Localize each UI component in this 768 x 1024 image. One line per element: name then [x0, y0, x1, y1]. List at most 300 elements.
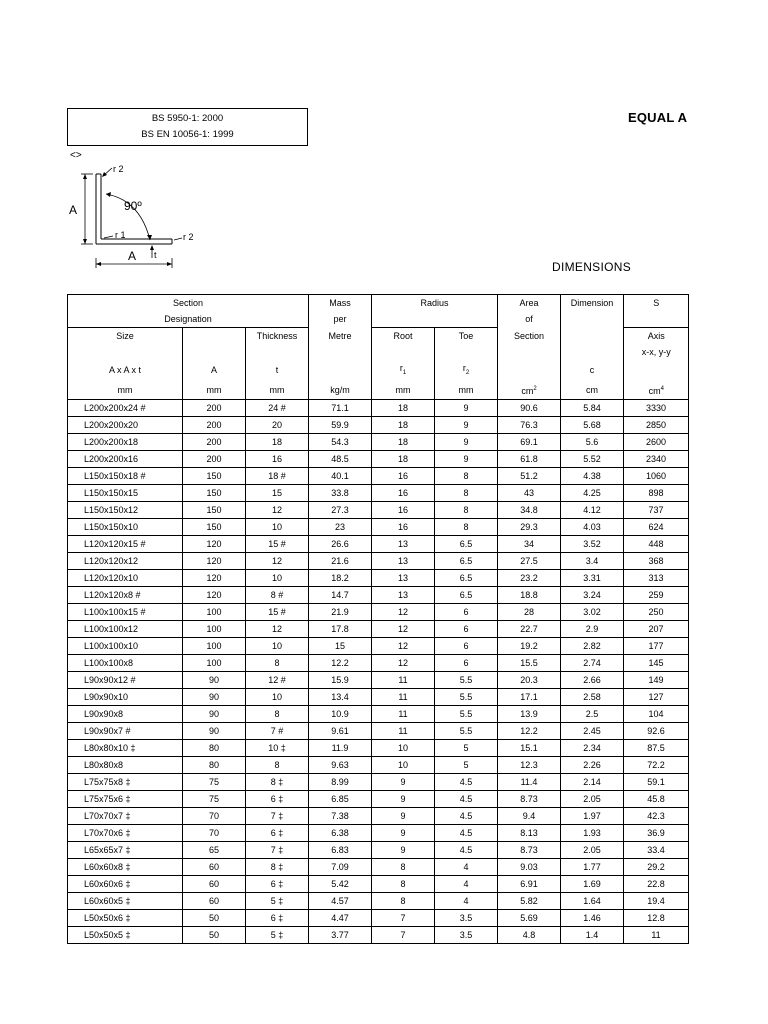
table-cell: 7.38 — [309, 807, 372, 824]
header-r1-symbol: r — [399, 363, 403, 373]
table-cell: 6.85 — [309, 790, 372, 807]
header-a-symbol: A — [183, 360, 246, 381]
unit-axis: cm — [648, 385, 661, 396]
table-cell: 71.1 — [309, 399, 372, 416]
table-cell: 7 ‡ — [246, 841, 309, 858]
cell-designation: L90x90x12 # — [68, 671, 183, 688]
table-cell: 10.9 — [309, 705, 372, 722]
continuation-mark: <> — [70, 150, 82, 161]
cell-designation: L200x200x20 — [68, 416, 183, 433]
table-cell: 200 — [183, 416, 246, 433]
table-cell: 33.8 — [309, 484, 372, 501]
table-cell: 2340 — [624, 450, 689, 467]
table-cell: 8 — [435, 467, 498, 484]
table-cell: 34 — [498, 535, 561, 552]
table-cell: 16 — [372, 501, 435, 518]
table-cell: 2.34 — [561, 739, 624, 756]
table-cell: 3.77 — [309, 926, 372, 943]
table-cell: 120 — [183, 586, 246, 603]
cell-designation: L65x65x7 ‡ — [68, 841, 183, 858]
table-cell: 12.2 — [309, 654, 372, 671]
table-cell: 5.6 — [561, 433, 624, 450]
table-cell: 7 # — [246, 722, 309, 739]
table-cell: 8 ‡ — [246, 858, 309, 875]
table-cell: 1.97 — [561, 807, 624, 824]
table-row — [68, 552, 689, 569]
table-cell: 2.05 — [561, 790, 624, 807]
table-cell: 2.66 — [561, 671, 624, 688]
table-row — [68, 518, 689, 535]
angle-section-diagram — [60, 160, 210, 275]
table-cell: 120 — [183, 535, 246, 552]
table-row — [68, 603, 689, 620]
table-cell: 12 — [372, 620, 435, 637]
table-cell: 2.74 — [561, 654, 624, 671]
table-cell: 4.5 — [435, 773, 498, 790]
table-cell: 50 — [183, 909, 246, 926]
table-cell: 8.99 — [309, 773, 372, 790]
header-metre: Metre — [309, 328, 372, 345]
table-cell: 60 — [183, 858, 246, 875]
table-cell: 5 ‡ — [246, 892, 309, 909]
cell-designation: L60x60x6 ‡ — [68, 875, 183, 892]
header-axis-sub: x-x, y-y — [624, 344, 689, 360]
table-cell: 4.5 — [435, 824, 498, 841]
table-cell: 29.3 — [498, 518, 561, 535]
table-cell: 2.5 — [561, 705, 624, 722]
table-cell: 200 — [183, 433, 246, 450]
table-cell: 20 — [246, 416, 309, 433]
header-radius: Radius — [372, 295, 498, 312]
table-cell: 16 — [372, 484, 435, 501]
r2-top-label: r 2 — [113, 164, 124, 174]
table-row — [68, 535, 689, 552]
table-cell: 6.5 — [435, 569, 498, 586]
table-cell: 259 — [624, 586, 689, 603]
header-section: Section — [68, 295, 309, 312]
angle-90-label: 90º — [124, 199, 142, 213]
table-cell: 8 ‡ — [246, 773, 309, 790]
table-cell: 3330 — [624, 399, 689, 416]
table-cell: 12 — [246, 620, 309, 637]
table-cell: 4.03 — [561, 518, 624, 535]
table-cell: 87.5 — [624, 739, 689, 756]
table-cell: 145 — [624, 654, 689, 671]
table-cell: 29.2 — [624, 858, 689, 875]
unit-size: mm — [68, 381, 183, 400]
dim-a-vertical-label: A — [69, 203, 78, 217]
table-cell: 4 — [435, 875, 498, 892]
table-cell: 9.03 — [498, 858, 561, 875]
table-cell: 207 — [624, 620, 689, 637]
table-cell: 5.5 — [435, 705, 498, 722]
table-cell: 2.14 — [561, 773, 624, 790]
table-cell: 8 — [372, 875, 435, 892]
table-row — [68, 433, 689, 450]
cell-designation: L200x200x24 # — [68, 399, 183, 416]
table-cell: 11 — [372, 688, 435, 705]
table-cell: 2.82 — [561, 637, 624, 654]
table-cell: 11.4 — [498, 773, 561, 790]
r2-toe-label: r 2 — [183, 232, 194, 242]
table-cell: 75 — [183, 773, 246, 790]
table-cell: 8 # — [246, 586, 309, 603]
table-cell: 61.8 — [498, 450, 561, 467]
cell-designation: L120x120x8 # — [68, 586, 183, 603]
table-cell: 8.73 — [498, 841, 561, 858]
table-cell: 5.84 — [561, 399, 624, 416]
table-cell: 26.6 — [309, 535, 372, 552]
header-c-symbol: c — [561, 360, 624, 381]
table-cell: 737 — [624, 501, 689, 518]
table-cell: 8 — [246, 654, 309, 671]
table-cell: 9 — [435, 399, 498, 416]
table-cell: 72.2 — [624, 756, 689, 773]
table-cell: 90.6 — [498, 399, 561, 416]
table-cell: 76.3 — [498, 416, 561, 433]
table-cell: 6.38 — [309, 824, 372, 841]
table-row — [68, 739, 689, 756]
cell-designation: L70x70x6 ‡ — [68, 824, 183, 841]
table-cell: 12 — [246, 552, 309, 569]
unit-area: cm — [521, 385, 534, 396]
table-cell: 54.3 — [309, 433, 372, 450]
table-cell: 13 — [372, 552, 435, 569]
dimensions-heading: DIMENSIONS — [552, 260, 632, 274]
table-cell: 6.5 — [435, 586, 498, 603]
table-cell: 15.1 — [498, 739, 561, 756]
table-cell: 1.46 — [561, 909, 624, 926]
table-cell: 20.3 — [498, 671, 561, 688]
table-cell: 3.31 — [561, 569, 624, 586]
table-row — [68, 773, 689, 790]
header-s-partial: S — [624, 295, 689, 312]
table-row — [68, 909, 689, 926]
cell-designation: L150x150x18 # — [68, 467, 183, 484]
unit-mass: kg/m — [309, 381, 372, 400]
table-cell: 12.3 — [498, 756, 561, 773]
table-cell: 23.2 — [498, 569, 561, 586]
table-cell: 15 — [246, 484, 309, 501]
table-cell: 200 — [183, 399, 246, 416]
table-cell: 313 — [624, 569, 689, 586]
table-cell: 11 — [372, 705, 435, 722]
table-cell: 2600 — [624, 433, 689, 450]
table-row — [68, 807, 689, 824]
cell-designation: L120x120x10 — [68, 569, 183, 586]
table-cell: 23 — [309, 518, 372, 535]
table-cell: 2.45 — [561, 722, 624, 739]
table-cell: 3.5 — [435, 926, 498, 943]
table-cell: 19.4 — [624, 892, 689, 909]
table-cell: 90 — [183, 671, 246, 688]
table-cell: 16 — [246, 450, 309, 467]
table-cell: 127 — [624, 688, 689, 705]
table-cell: 6 — [435, 620, 498, 637]
header-area: Area — [498, 295, 561, 312]
t-label: t — [154, 250, 157, 260]
standard-bs5950: BS 5950-1: 2000 — [151, 113, 224, 124]
table-cell: 3.5 — [435, 909, 498, 926]
table-cell: 18.8 — [498, 586, 561, 603]
table-cell: 12 # — [246, 671, 309, 688]
cell-designation: L120x120x15 # — [68, 535, 183, 552]
table-cell: 8 — [372, 892, 435, 909]
table-cell: 1.64 — [561, 892, 624, 909]
table-cell: 150 — [183, 518, 246, 535]
dim-a-horizontal-label: A — [128, 249, 137, 263]
cell-designation: L120x120x12 — [68, 552, 183, 569]
table-cell: 15 — [309, 637, 372, 654]
table-cell: 2.05 — [561, 841, 624, 858]
header-r2-symbol: r — [462, 363, 466, 373]
table-cell: 80 — [183, 739, 246, 756]
table-cell: 9 — [435, 450, 498, 467]
table-cell: 27.3 — [309, 501, 372, 518]
table-cell: 898 — [624, 484, 689, 501]
table-cell: 5 — [435, 756, 498, 773]
table-cell: 8 — [246, 705, 309, 722]
table-cell: 4.25 — [561, 484, 624, 501]
table-cell: 6 ‡ — [246, 875, 309, 892]
table-cell: 12 — [372, 654, 435, 671]
table-row — [68, 841, 689, 858]
table-cell: 9 — [372, 824, 435, 841]
table-body — [68, 399, 689, 943]
table-cell: 27.5 — [498, 552, 561, 569]
section-properties-table: Section Mass Radius Area Dimension S Designation per of Size Thickness Metre Root Toe Section Axis x-x, y-y A x A x t A t $r_1$ $r_2$ c mm mm mm kg/m mm mm $cm^2$ cm $cm^4$ L200x200x24 # 200 24 # 71.1 18 9 90.6 5.84 3330 L200x200x20 200 20 59.9 18 9 76.3 5.68 2850 L200x200x18 200 18 54.3 18 9 69.1 5.6 2600 L200x200x16 200 16 48.5 18 9 61.8 5.52 2340 L150x150x18 # 150 18 # 40.1 16 8 51.2 4.38 1060 L150x150x15 150 15 33.8 16 8 43 4.25 898 L150x150x12 150 12 27.3 16 8 34.8 4.12 737 L150x150x10 150 10 23 16 8 29.3 4.03 624 L120x120x15 # 120 15 # 26.6 13 6.5 34 3.52 448 L120x120x12 120 12 21.6 13 6.5 27.5 3.4 368 L120x120x10 120 10 18.2 13 6.5 23.2 3.31 313 L120x120x8 # 120 8 # 14.7 13 6.5 18.8 3.24 259 L100x100x15 # 100 15 # 21.9 12 6 28 3.02 250 L100x100x12 100 12 17.8 12 6 22.7 2.9 207 L100x100x10 100 10 15 12 6 19.2 2.82 177 L100x100x8 100 8 12.2 12 6 15.5 2.74 145 L90x90x12 # 90 12 # 15.9 11 5.5 20.3 2.66 149 L90x90x10 90 10 13.4 11 5.5 17.1 2.58 127 L90x90x8 90 8 10.9 11 5.5 13.9 2.5 104 L90x90x7 # 90 7 # 9.61 11 5.5 12.2 2.45 92.6 L80x80x10 ‡ 80 10 ‡ 11.9 10 5 15.1 2.34 87.5 L80x80x8 80 8 9.63 10 5 12.3 2.26 72.2 L75x75x8 ‡ 75 8 ‡ 8.99 9 4.5 11.4 2.14 59.1 L75x75x6 ‡ 75 6 ‡ 6.85 9 4.5 8.73 2.05 45.8 L70x70x7 ‡ 70 7 ‡ 7.38 9 4.5 9.4 1.97 42.3 L70x70x6 ‡ 70 6 ‡ 6.38 9 4.5 8.13 1.93 36.9 L65x65x7 ‡ 65 7 ‡ 6.83 9 4.5 8.73 2.05 33.4 L60x60x8 ‡ 60 8 ‡ 7.09 8 4 9.03 1.77 29.2 L60x60x6 ‡ 60 6 ‡ 5.42 8 4 6.91 1.69 22.8 L60x60x5 ‡ 60 5 ‡ 4.57 8 4 5.82 1.64 19.4 L50x50x6 ‡ 50 6 ‡ 4.47 7 3.5 5.69 1.46 12.8 L50x50x5 ‡ 50 5 ‡ 3.77 7 3.5 4.8 1.4 11 — [67, 294, 689, 944]
table-row — [68, 586, 689, 603]
table-cell: 12.2 — [498, 722, 561, 739]
table-cell: 5 ‡ — [246, 926, 309, 943]
table-cell: 21.9 — [309, 603, 372, 620]
table-cell: 8 — [435, 501, 498, 518]
cell-designation: L100x100x12 — [68, 620, 183, 637]
table-cell: 10 ‡ — [246, 739, 309, 756]
table-row — [68, 688, 689, 705]
table-cell: 2850 — [624, 416, 689, 433]
table-cell: 14.7 — [309, 586, 372, 603]
table-cell: 9 — [435, 416, 498, 433]
table-cell: 60 — [183, 892, 246, 909]
table-cell: 70 — [183, 807, 246, 824]
table-cell: 9.61 — [309, 722, 372, 739]
table-row — [68, 450, 689, 467]
unit-c: cm — [561, 381, 624, 400]
table-cell: 8.13 — [498, 824, 561, 841]
table-cell: 624 — [624, 518, 689, 535]
table-cell: 45.8 — [624, 790, 689, 807]
table-cell: 150 — [183, 501, 246, 518]
cell-designation: L60x60x8 ‡ — [68, 858, 183, 875]
standards-box — [67, 108, 308, 146]
table-cell: 250 — [624, 603, 689, 620]
header-t-symbol: t — [246, 360, 309, 381]
table-cell: 3.52 — [561, 535, 624, 552]
table-cell: 17.1 — [498, 688, 561, 705]
table-cell: 5.69 — [498, 909, 561, 926]
table-cell: 177 — [624, 637, 689, 654]
table-row — [68, 467, 689, 484]
table-cell: 4.5 — [435, 790, 498, 807]
header-of: of — [498, 311, 561, 328]
unit-toe: mm — [435, 381, 498, 400]
header-designation: Designation — [68, 311, 309, 328]
table-cell: 8 — [372, 858, 435, 875]
table-cell: 104 — [624, 705, 689, 722]
table-cell: 36.9 — [624, 824, 689, 841]
table-cell: 5.52 — [561, 450, 624, 467]
table-cell: 59.1 — [624, 773, 689, 790]
table-cell: 19.2 — [498, 637, 561, 654]
page-title: EQUAL A — [628, 110, 688, 125]
table-row — [68, 399, 689, 416]
table-cell: 4.5 — [435, 807, 498, 824]
table-cell: 8 — [246, 756, 309, 773]
table-cell: 368 — [624, 552, 689, 569]
table-cell: 8 — [435, 518, 498, 535]
table-cell: 1060 — [624, 467, 689, 484]
table-cell: 6 ‡ — [246, 824, 309, 841]
table-cell: 7 ‡ — [246, 807, 309, 824]
unit-t: mm — [246, 381, 309, 400]
table-cell: 100 — [183, 637, 246, 654]
cell-designation: L90x90x8 — [68, 705, 183, 722]
table-cell: 5 — [435, 739, 498, 756]
cell-designation: L150x150x15 — [68, 484, 183, 501]
table-cell: 6 — [435, 637, 498, 654]
table-cell: 16 — [372, 467, 435, 484]
table-cell: 5.68 — [561, 416, 624, 433]
table-row — [68, 705, 689, 722]
table-cell: 3.24 — [561, 586, 624, 603]
table-cell: 448 — [624, 535, 689, 552]
table-cell: 59.9 — [309, 416, 372, 433]
table-cell: 4.12 — [561, 501, 624, 518]
header-root: Root — [372, 328, 435, 345]
table-row — [68, 620, 689, 637]
table-cell: 51.2 — [498, 467, 561, 484]
header-axat: A x A x t — [68, 360, 183, 381]
table-right-edge — [688, 294, 689, 919]
cell-designation: L80x80x8 — [68, 756, 183, 773]
table-cell: 10 — [246, 569, 309, 586]
table-cell: 6.5 — [435, 535, 498, 552]
table-cell: 18 # — [246, 467, 309, 484]
table-cell: 4.38 — [561, 467, 624, 484]
table-cell: 100 — [183, 654, 246, 671]
table-cell: 1.4 — [561, 926, 624, 943]
table-cell: 24 # — [246, 399, 309, 416]
table-cell: 7 — [372, 909, 435, 926]
table-row — [68, 484, 689, 501]
table-cell: 15 # — [246, 603, 309, 620]
r1-label: r 1 — [115, 230, 126, 240]
cell-designation: L70x70x7 ‡ — [68, 807, 183, 824]
table-cell: 2.26 — [561, 756, 624, 773]
table-row — [68, 756, 689, 773]
table-cell: 200 — [183, 450, 246, 467]
table-cell: 9 — [372, 790, 435, 807]
table-cell: 9.4 — [498, 807, 561, 824]
table-cell: 10 — [246, 688, 309, 705]
cell-designation: L75x75x6 ‡ — [68, 790, 183, 807]
standard-bsen10056: BS EN 10056-1: 1999 — [141, 129, 234, 140]
table-cell: 11 — [372, 722, 435, 739]
table-cell: 90 — [183, 688, 246, 705]
table-cell: 6.5 — [435, 552, 498, 569]
table-cell: 3.02 — [561, 603, 624, 620]
cell-designation: L50x50x5 ‡ — [68, 926, 183, 943]
table-cell: 80 — [183, 756, 246, 773]
cell-designation: L150x150x12 — [68, 501, 183, 518]
table-cell: 15.5 — [498, 654, 561, 671]
table-cell: 11 — [372, 671, 435, 688]
table-cell: 10 — [372, 756, 435, 773]
table-cell: 10 — [246, 518, 309, 535]
table-cell: 149 — [624, 671, 689, 688]
table-cell: 120 — [183, 552, 246, 569]
unit-root: mm — [372, 381, 435, 400]
table-cell: 7.09 — [309, 858, 372, 875]
header-thickness: Thickness — [246, 328, 309, 345]
table-cell: 3.4 — [561, 552, 624, 569]
table-cell: 9 — [372, 807, 435, 824]
table-cell: 18 — [372, 416, 435, 433]
table-cell: 60 — [183, 875, 246, 892]
table-cell: 8 — [435, 484, 498, 501]
table-cell: 12 — [372, 603, 435, 620]
table-cell: 100 — [183, 603, 246, 620]
cell-designation: L100x100x15 # — [68, 603, 183, 620]
table-cell: 65 — [183, 841, 246, 858]
table-cell: 9 — [372, 773, 435, 790]
table-row — [68, 569, 689, 586]
table-row — [68, 790, 689, 807]
table-cell: 4.57 — [309, 892, 372, 909]
table-cell: 11.9 — [309, 739, 372, 756]
header-mass: Mass — [309, 295, 372, 312]
table-cell: 15 # — [246, 535, 309, 552]
table-row — [68, 892, 689, 909]
header-per: per — [309, 311, 372, 328]
table-cell: 18 — [372, 450, 435, 467]
cell-designation: L200x200x18 — [68, 433, 183, 450]
table-cell: 6 — [435, 603, 498, 620]
table-cell: 42.3 — [624, 807, 689, 824]
table-cell: 50 — [183, 926, 246, 943]
table-cell: 16 — [372, 518, 435, 535]
header-toe: Toe — [435, 328, 498, 345]
table-cell: 10 — [246, 637, 309, 654]
table-row — [68, 858, 689, 875]
table-cell: 33.4 — [624, 841, 689, 858]
table-cell: 43 — [498, 484, 561, 501]
table-cell: 40.1 — [309, 467, 372, 484]
table-cell: 13.4 — [309, 688, 372, 705]
table-cell: 48.5 — [309, 450, 372, 467]
table-cell: 5.5 — [435, 688, 498, 705]
table-cell: 6.91 — [498, 875, 561, 892]
table-cell: 69.1 — [498, 433, 561, 450]
table-row — [68, 824, 689, 841]
unit-a: mm — [183, 381, 246, 400]
table-cell: 9 — [372, 841, 435, 858]
table-row — [68, 875, 689, 892]
header-section2: Section — [498, 328, 561, 345]
table-row — [68, 926, 689, 943]
table-cell: 21.6 — [309, 552, 372, 569]
